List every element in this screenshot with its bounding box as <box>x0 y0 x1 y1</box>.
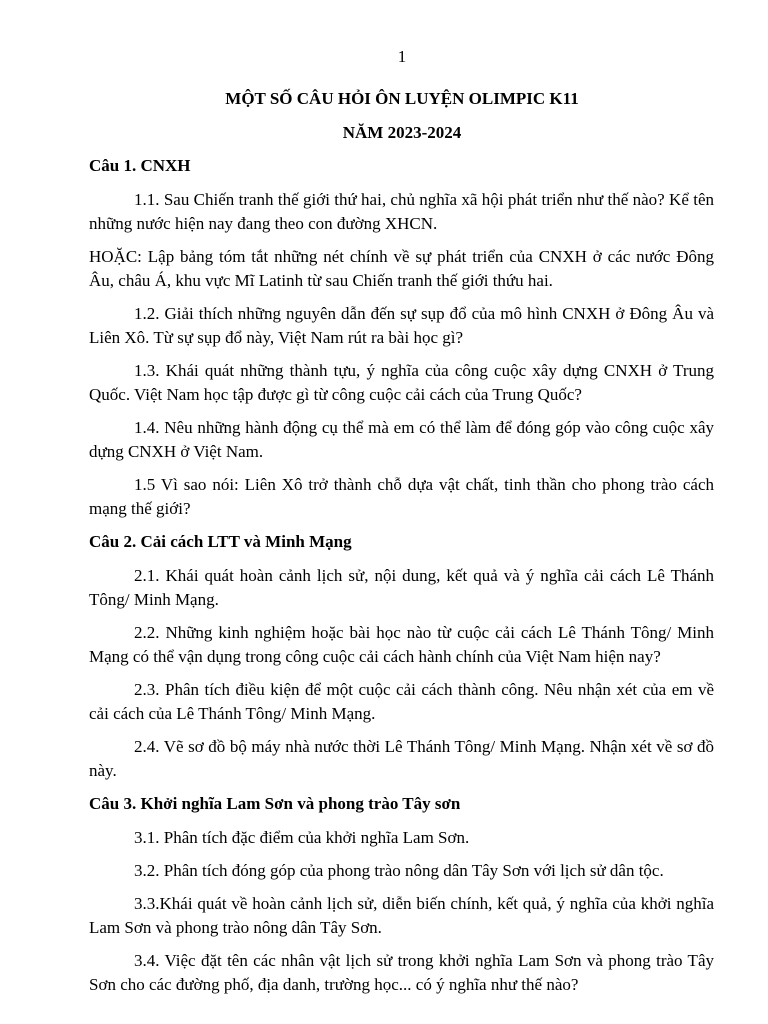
question-paragraph: 2.2. Những kinh nghiệm hoặc bài học nào từ cuộc cải cách Lê Thánh Tông/ Minh Mạng có thể vận dụng trong công cuộc cải cách hành chính của Việt Nam hiện nay? <box>89 623 714 666</box>
question-paragraph: 1.1. Sau Chiến tranh thế giới thứ hai, chủ nghĩa xã hội phát triển như thế nào? Kể tên những nước hiện nay đang theo con đường XHCN. <box>89 190 714 233</box>
document-body <box>89 154 714 1006</box>
question-paragraph: 3.3.Khái quát về hoàn cảnh lịch sử, diễn biến chính, kết quả, ý nghĩa của khởi nghĩa Lam Sơn và phong trào nông dân Tây Sơn. <box>89 894 714 937</box>
document-title: MỘT SỐ CÂU HỎI ÔN LUYỆN OLIMPIC K11 <box>225 89 579 108</box>
question-paragraph: 2.1. Khái quát hoàn cảnh lịch sử, nội dung, kết quả và ý nghĩa cải cách Lê Thánh Tông/ Minh Mạng. <box>89 566 714 609</box>
section-heading: Câu 1. CNXH <box>89 156 191 175</box>
section-heading: Câu 3. Khởi nghĩa Lam Sơn và phong trào Tây sơn <box>89 794 461 813</box>
question-paragraph: 1.3. Khái quát những thành tựu, ý nghĩa của công cuộc xây dựng CNXH ở Trung Quốc. Việt Nam học tập được gì từ công cuộc cải cách của Trung Quốc? <box>89 361 714 404</box>
document-subtitle: NĂM 2023-2024 <box>342 123 462 142</box>
question-paragraph: 2.4. Vẽ sơ đồ bộ máy nhà nước thời Lê Thánh Tông/ Minh Mạng. Nhận xét về sơ đồ này. <box>89 737 714 780</box>
page-number: 1 <box>397 47 407 66</box>
question-paragraph: 1.5 Vì sao nói: Liên Xô trở thành chỗ dựa vật chất, tinh thần cho phong trào cách mạng thế giới? <box>89 475 714 518</box>
question-paragraph: 1.2. Giải thích những nguyên dẫn đến sự sụp đổ của mô hình CNXH ở Đông Âu và Liên Xô. Từ sự sụp đổ này, Việt Nam rút ra bài học gì? <box>89 304 714 347</box>
question-paragraph: 3.4. Việc đặt tên các nhân vật lịch sử trong khởi nghĩa Lam Sơn và phong trào Tây Sơn cho các đường phố, địa danh, trường học... có ý nghĩa như thế nào? <box>89 951 714 994</box>
question-paragraph: 2.3. Phân tích điều kiện để một cuộc cải cách thành công. Nêu nhận xét của em về cải cách của Lê Thánh Tông/ Minh Mạng. <box>89 680 714 723</box>
question-paragraph: 3.1. Phân tích đặc điểm của khởi nghĩa Lam Sơn. <box>134 828 470 847</box>
question-paragraph: 3.2. Phân tích đóng góp của phong trào nông dân Tây Sơn với lịch sử dân tộc. <box>134 861 664 880</box>
question-paragraph: 1.4. Nêu những hành động cụ thể mà em có thể làm để đóng góp vào công cuộc xây dựng CNXH ở Việt Nam. <box>89 418 714 461</box>
section-heading: Câu 2. Cải cách LTT và Minh Mạng <box>89 532 352 551</box>
question-paragraph: HOẶC: Lập bảng tóm tắt những nét chính về sự phát triển của CNXH ở các nước Đông Âu, châu Á, khu vực Mĩ Latinh từ sau Chiến tranh thế giới thứu hai. <box>89 247 714 290</box>
